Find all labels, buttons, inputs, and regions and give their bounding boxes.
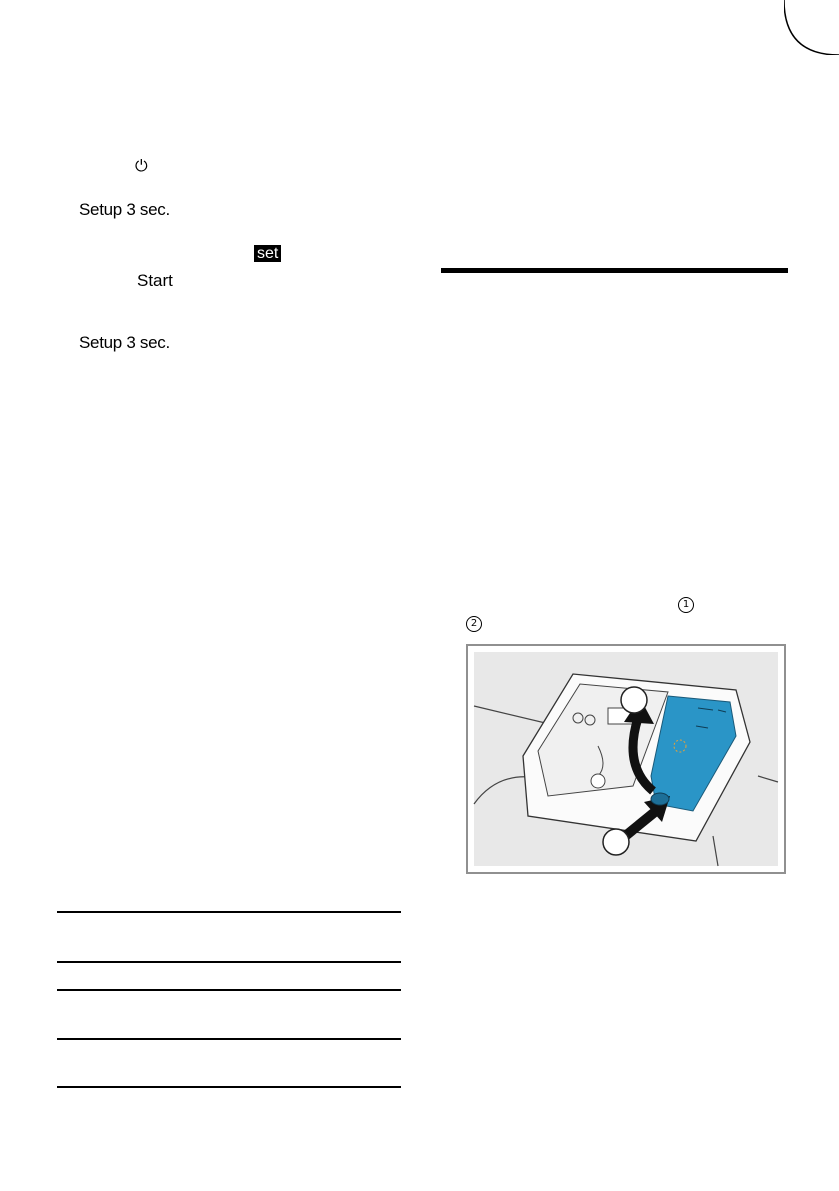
- table-rule: [57, 1038, 401, 1040]
- display-text-setup: Setup 3 sec.: [79, 333, 170, 352]
- table-rule: [57, 961, 401, 963]
- dispenser-drawing: [468, 646, 784, 872]
- illustration-salt-dispenser: [466, 644, 786, 874]
- page-corner-mark: [784, 0, 839, 55]
- callout-number-2: 2: [466, 616, 482, 632]
- set-label: set: [254, 245, 281, 262]
- callout-2-marker: [466, 613, 482, 632]
- set-indicator: [254, 245, 281, 263]
- section-heading-rule: [441, 268, 788, 273]
- callout-1-marker: [678, 594, 694, 613]
- start-button-label: Start: [137, 271, 173, 290]
- power-icon: ⏻: [135, 156, 148, 175]
- table-rule-bottom: [57, 1086, 401, 1088]
- display-text-setup: Setup 3 sec.: [79, 200, 170, 219]
- table-rule-top: [57, 911, 401, 913]
- table-rule: [57, 989, 401, 991]
- callout-number-1: 1: [678, 597, 694, 613]
